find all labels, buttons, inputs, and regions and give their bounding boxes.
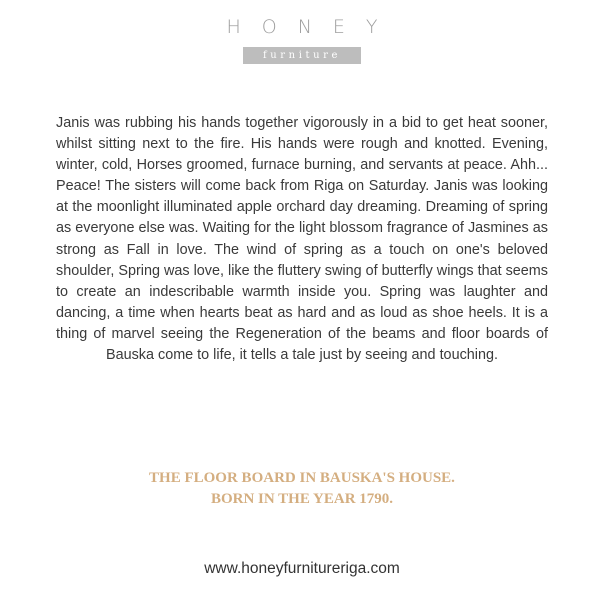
caption-line-1: THE FLOOR BOARD IN BAUSKA'S HOUSE. [149, 470, 455, 486]
caption-line-2: BORN IN THE YEAR 1790. [210, 491, 394, 507]
website-url: www.honeyfurnitureriga.com [204, 560, 400, 577]
story-paragraph: Janis was rubbing his hands together vigorously in a bid to get heat sooner, whilst sitting next to the fire. His hands were rough and knotted. Evening, winter, cold, Horses groomed, furnace burning, and servants at peace. Ahh... Peace! The sisters will come back from Riga on Saturday. Janis was looking at the moonlight illuminated apple orchard day dreaming. Dreaming of spring as everyone else was. Waiting for the light blossom fragrance of Jasmines as strong as Fall in love. The wind of spring as a touch on one's beloved shoulder, Spring was love, like the fluttery swing of butterfly wings that seems to create an indescribable warmth inside you. Spring was laughter and dancing, a time when hearts beat as hard and as loud as shoe heels. It is a thing of marvel seeing the Regeneration of the beams and floor boards of Bauska come to life, it tells a tale just by seeing and touching. [56, 115, 548, 364]
brand-logo [0, 14, 604, 64]
logo-subtitle-bar: furniture [243, 47, 361, 64]
logo-wordmark: HONEY [226, 16, 399, 38]
caption [0, 468, 604, 510]
